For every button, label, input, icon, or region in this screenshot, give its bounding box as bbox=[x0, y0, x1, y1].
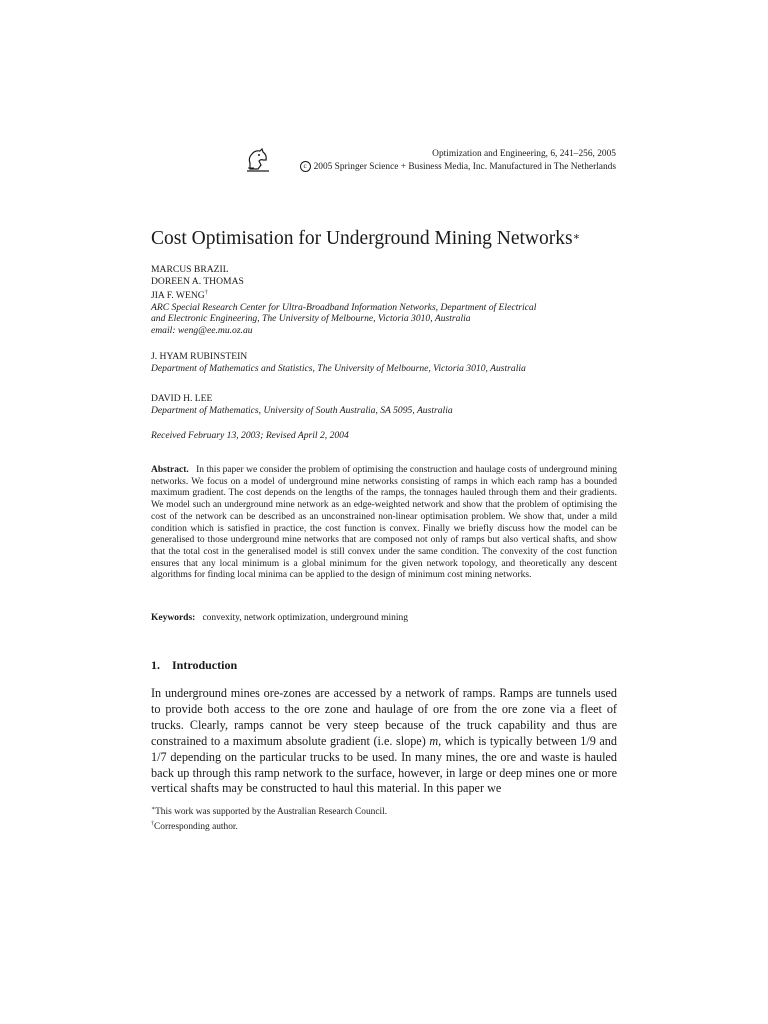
abstract bbox=[151, 465, 617, 582]
affiliation: ARC Special Research Center for Ultra-Broadband Information Networks, Department of Electrical bbox=[151, 301, 537, 313]
footnote: †Corresponding author. bbox=[151, 820, 238, 832]
abstract-text: In this paper we consider the problem of optimising the construction and haulage costs of underground mining networks. We focus on a model of underground mine networks consisting of ramps in which each ramp has a bounded maximum gradient. The cost depends on the lengths of the ramps, the tonnages hauled through them and their gradients. We model such an underground mine network as an edge-weighted network and show that the problem of optimising the cost of the network can be described as an unconstrained non-linear optimisation problem. We show that, under a mild condition which is satisfied in practice, the cost function is convex. Finally we briefly discuss how the model can be generalised to those underground mine networks that are composed not only of ramps but also vertical shafts, and show that the total cost in the generalised model is still convex under the same condition. The convexity of the cost function ensures that any local minimum is a global minimum for the given network topology, and theoretically any descent algorithms for finding local minima can be applied to the design of minimum cost mining networks. bbox=[151, 465, 617, 581]
author-group-3 bbox=[151, 393, 617, 417]
keywords bbox=[151, 613, 617, 623]
author-email: email: weng@ee.mu.oz.au bbox=[151, 325, 253, 337]
corresponding-marker: † bbox=[204, 289, 208, 296]
section-number: 1. bbox=[151, 658, 160, 672]
title-text: Cost Optimisation for Underground Mining Networks bbox=[151, 228, 573, 249]
abstract-label: Abstract. bbox=[151, 465, 189, 475]
footnotes bbox=[151, 804, 617, 833]
journal-citation: Optimization and Engineering, 6, 241–256, 2005 bbox=[432, 149, 616, 159]
journal-header bbox=[300, 148, 616, 173]
author-name: DAVID H. LEE bbox=[151, 393, 213, 404]
section-heading bbox=[151, 658, 237, 673]
footnote: ∗This work was supported by the Australian Research Council. bbox=[151, 806, 388, 818]
keywords-text: convexity, network optimization, underground mining bbox=[202, 613, 408, 623]
keywords-label: Keywords: bbox=[151, 613, 196, 623]
affiliation: Department of Mathematics, University of South Australia, SA 5095, Australia bbox=[151, 404, 453, 416]
section-body bbox=[151, 686, 617, 797]
affiliation: and Electronic Engineering, The University of Melbourne, Victoria 3010, Australia bbox=[151, 313, 471, 325]
author-name: JIA F. WENG† bbox=[151, 289, 208, 301]
received-dates: Received February 13, 2003; Revised April 2, 2004 bbox=[151, 430, 349, 441]
section-title: Introduction bbox=[172, 658, 238, 672]
copyright-symbol: c bbox=[300, 161, 311, 172]
copyright-line bbox=[300, 161, 616, 173]
springer-knight-logo-icon bbox=[244, 147, 272, 173]
copyright-text: 2005 Springer Science + Business Media, Inc. Manufactured in The Netherlands bbox=[313, 161, 616, 172]
author-name: J. HYAM RUBINSTEIN bbox=[151, 351, 248, 362]
paper-title bbox=[151, 227, 580, 251]
title-footnote-marker: ∗ bbox=[572, 231, 581, 243]
author-name: MARCUS BRAZIL bbox=[151, 264, 229, 275]
body-text: In underground mines ore-zones are accessed by a network of ramps. Ramps are tunnels used to provide both access to the ore zone and haulage of ore from the ore zone via a fleet of trucks. Clearly, ramps cannot be very steep because of the truck capability and thus are constrained to a maximum absolute gradient (i.e. slope) bbox=[151, 686, 617, 748]
author-group-1 bbox=[151, 264, 617, 337]
author-group-2 bbox=[151, 351, 617, 375]
author-name: DOREEN A. THOMAS bbox=[151, 275, 244, 287]
affiliation: Department of Mathematics and Statistics, The University of Melbourne, Victoria 3010, Australia bbox=[151, 362, 526, 374]
math-variable: m bbox=[429, 733, 439, 748]
body-text: , which is typically between 1/9 and 1/7 depending on the particular trucks to be used. In many mines, the ore and waste is hauled back up through this ramp network to the surface, however, in large or deep mines one or more vertical shafts may be constructed to haul this material. In this paper we bbox=[151, 733, 617, 796]
